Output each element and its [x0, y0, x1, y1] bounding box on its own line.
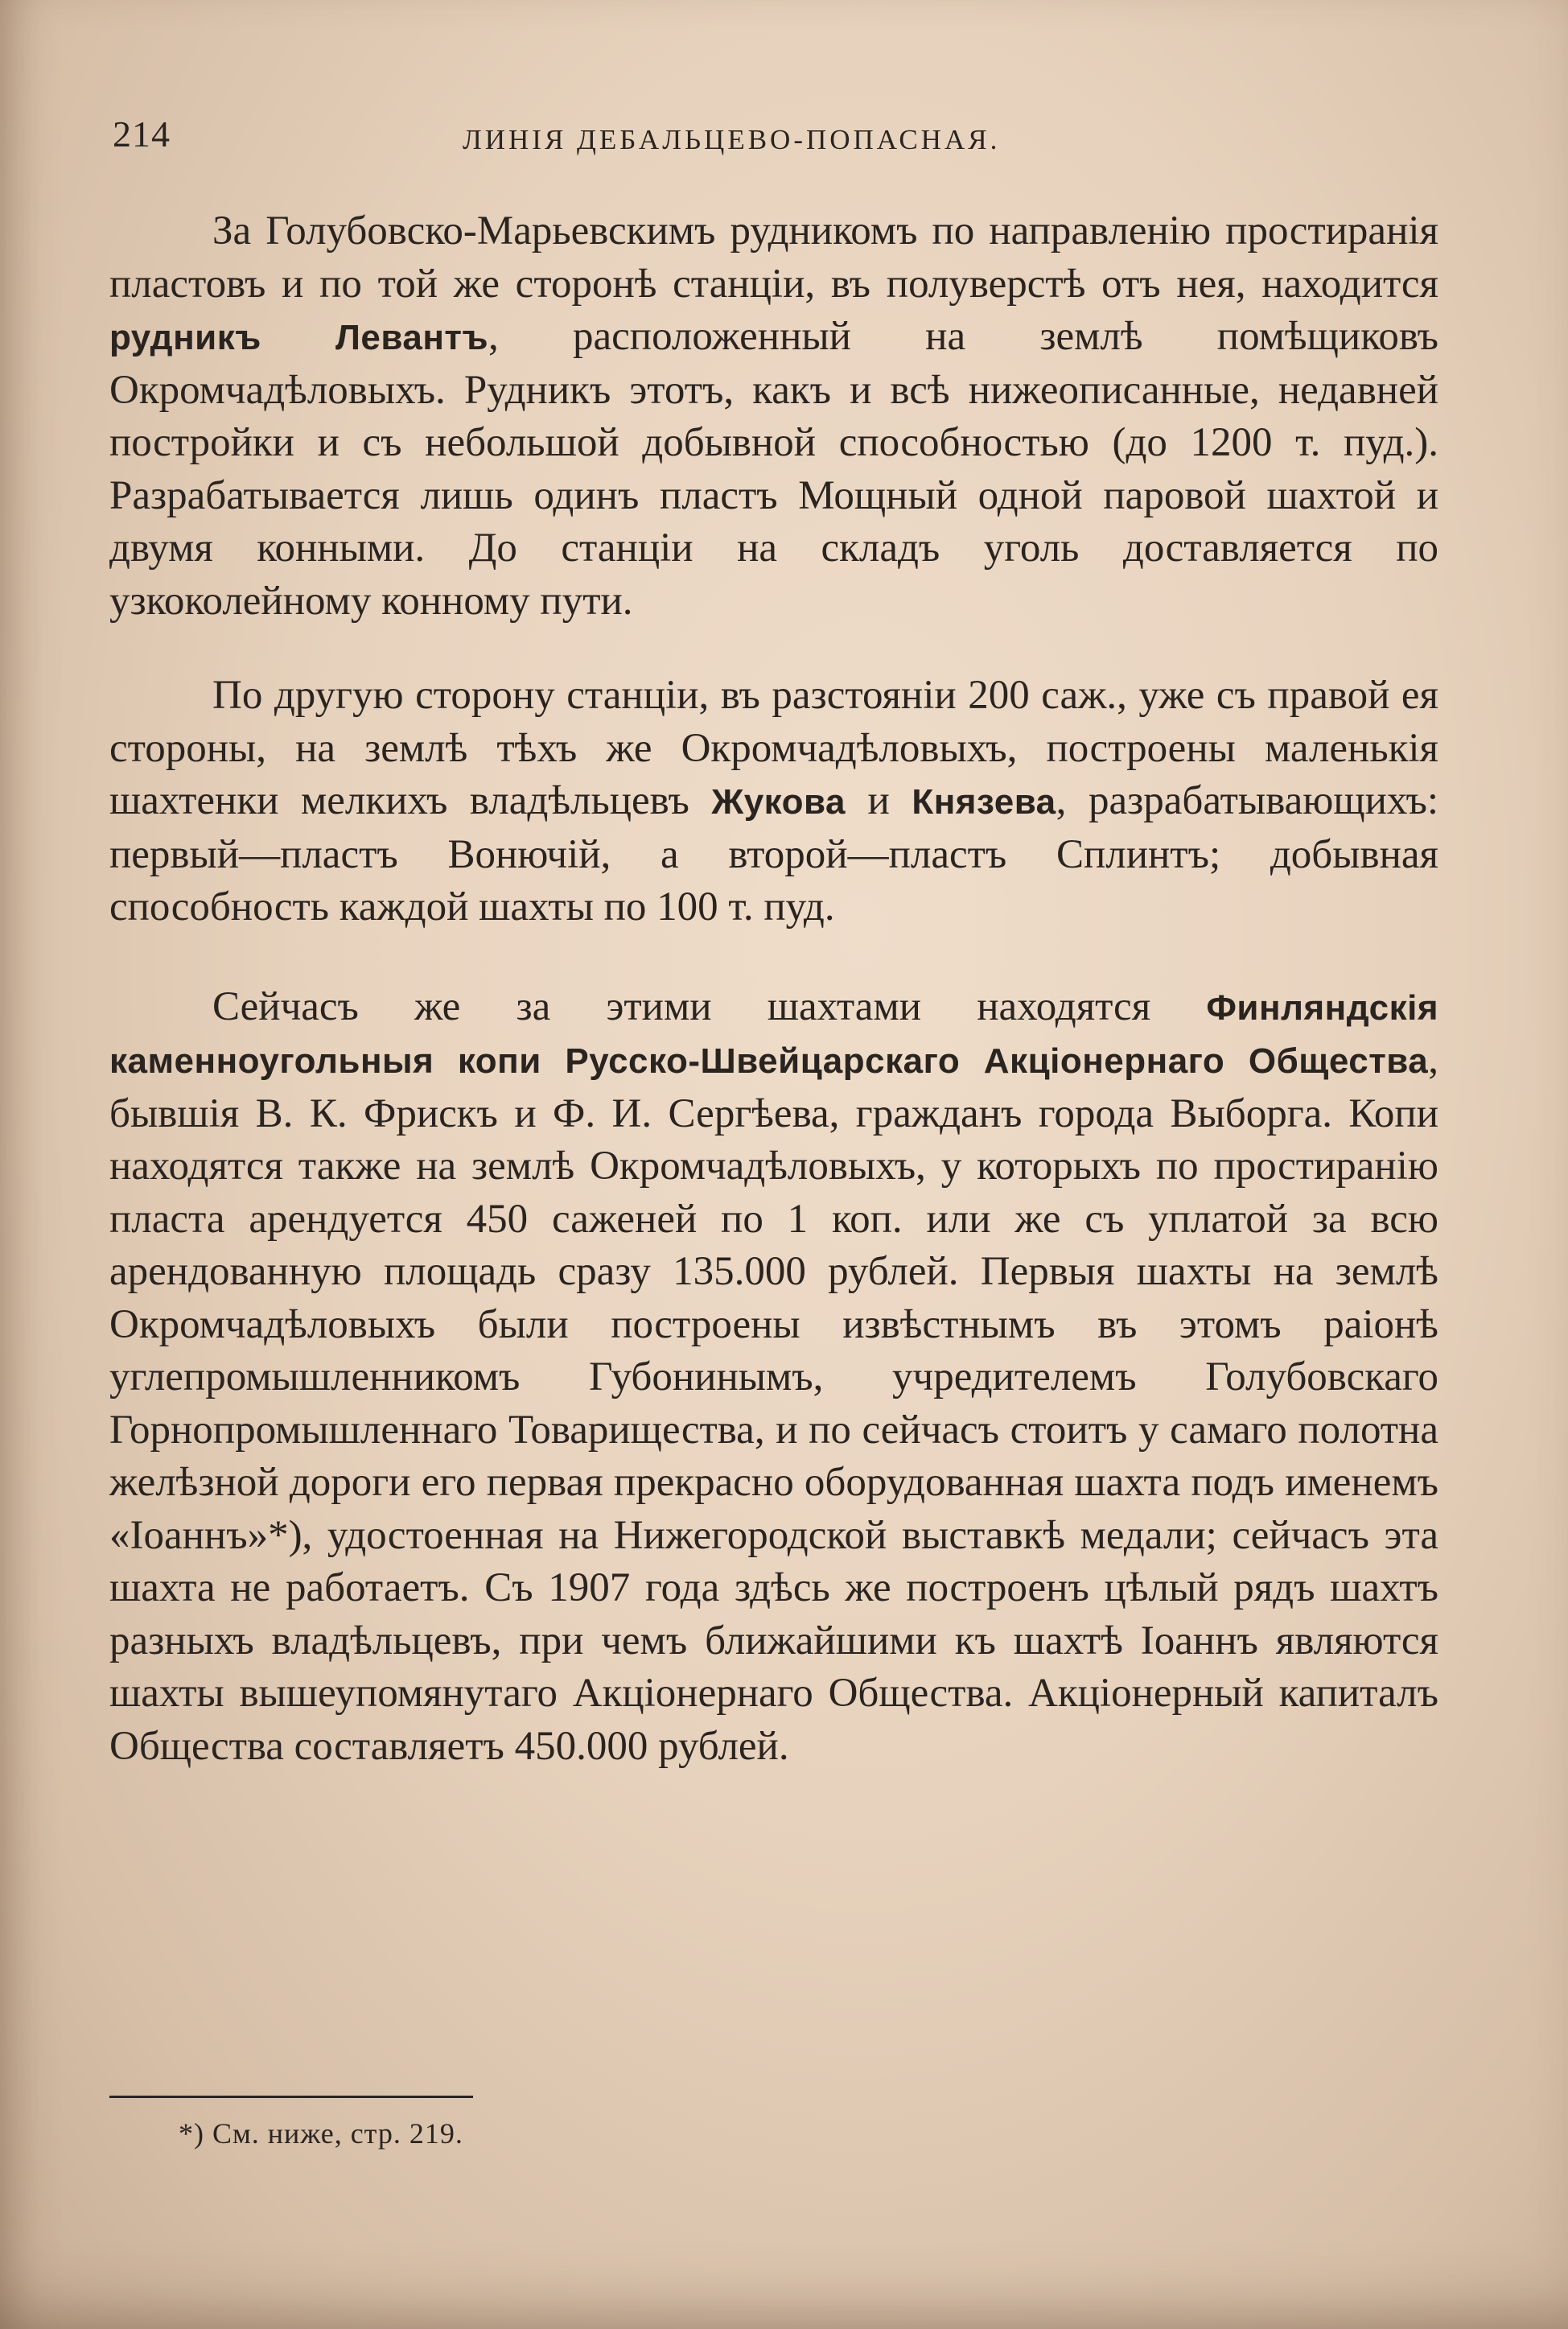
- paragraph: [109, 981, 1438, 1774]
- company-name: Финляндскія каменноугольныя копи Русско-Швейцарскаго Акціонернаго Общества: [109, 987, 1438, 1081]
- owner-name-zhukov: Жукова: [711, 782, 846, 822]
- footnote-rule: [109, 2096, 473, 2098]
- page-number: 214: [113, 113, 171, 155]
- running-head: ЛИНІЯ ДЕБАЛЬЦЕВО-ПОПАСНАЯ.: [463, 124, 1001, 155]
- paragraph-text: , расположенный на землѣ помѣщиковъ Окромчадѣловыхъ. Рудникъ этотъ, какъ и всѣ нижеописанные, недавней постройки и съ небольшой добывной способностью (до 1200 т. пуд.). Разрабатывается лишь одинъ пластъ Мощный одной паровой шахтой и двумя конными. До станціи на складъ уголь доставляется по узкоколейному конному пути.: [109, 314, 1438, 624]
- paragraph-text: Сейчасъ же за этими шахтами находятся: [212, 983, 1207, 1029]
- paragraph-text: За Голубовско-Марьевскимъ рудникомъ по направленію простиранія пластовъ и по той же сторонѣ станціи, въ полуверстѣ отъ нея, находится: [109, 208, 1438, 307]
- footnote: *) См. ниже, стр. 219.: [179, 2117, 463, 2150]
- page-body: [109, 205, 1438, 1773]
- paragraph: [109, 670, 1438, 934]
- mine-name-levant: рудникъ Левантъ: [109, 318, 489, 357]
- paragraph-text: По другую сторону станціи, въ разстояніи 200 саж., уже съ правой ея стороны, на землѣ тѣхъ же Окромчадѣловыхъ, построены маленькія шахтенки мелкихъ владѣльцевъ: [109, 673, 1438, 823]
- paragraph-text: , бывшія В. К. Фрискъ и Ф. И. Сергѣева, гражданъ города Выборга. Копи находятся также на землѣ Окромчадѣловыхъ, у которыхъ по простиранію пласта арендуется 450 саженей по 1 коп. или же съ уплатой за всю арендованную площадь сразу 135.000 рублей. Первыя шахты на землѣ Окромчадѣловыхъ были построены извѣстнымъ въ этомъ раіонѣ углепромышленникомъ Губонинымъ, учредителемъ Голубовскаго Горнопромышленнаго Товарищества, и по сейчасъ стоитъ у самаго полотна желѣзной дороги его первая прекрасно оборудованная шахта подъ именемъ «Іоаннъ»*), удостоенная на Нижегородской выставкѣ медали; сейчасъ эта шахта не работаетъ. Съ 1907 года здѣсь же построенъ цѣлый рядъ шахтъ разныхъ владѣльцевъ, при чемъ ближайшими къ шахтѣ Іоаннъ являются шахты вышеупомянутаго Акціонернаго Общества. Акціонерный капиталъ Общества составляетъ 450.000 рублей.: [109, 1037, 1438, 1769]
- page-header: [113, 113, 1440, 169]
- paragraph-text: и: [845, 778, 912, 823]
- paragraph-text: , разрабатывающихъ: первый—пластъ Вонючій, а второй—пластъ Сплинтъ; добывная способность каждой шахты по 100 т. пуд.: [109, 778, 1439, 930]
- owner-name-knyazev: Князева: [912, 782, 1056, 822]
- paragraph: [109, 205, 1438, 628]
